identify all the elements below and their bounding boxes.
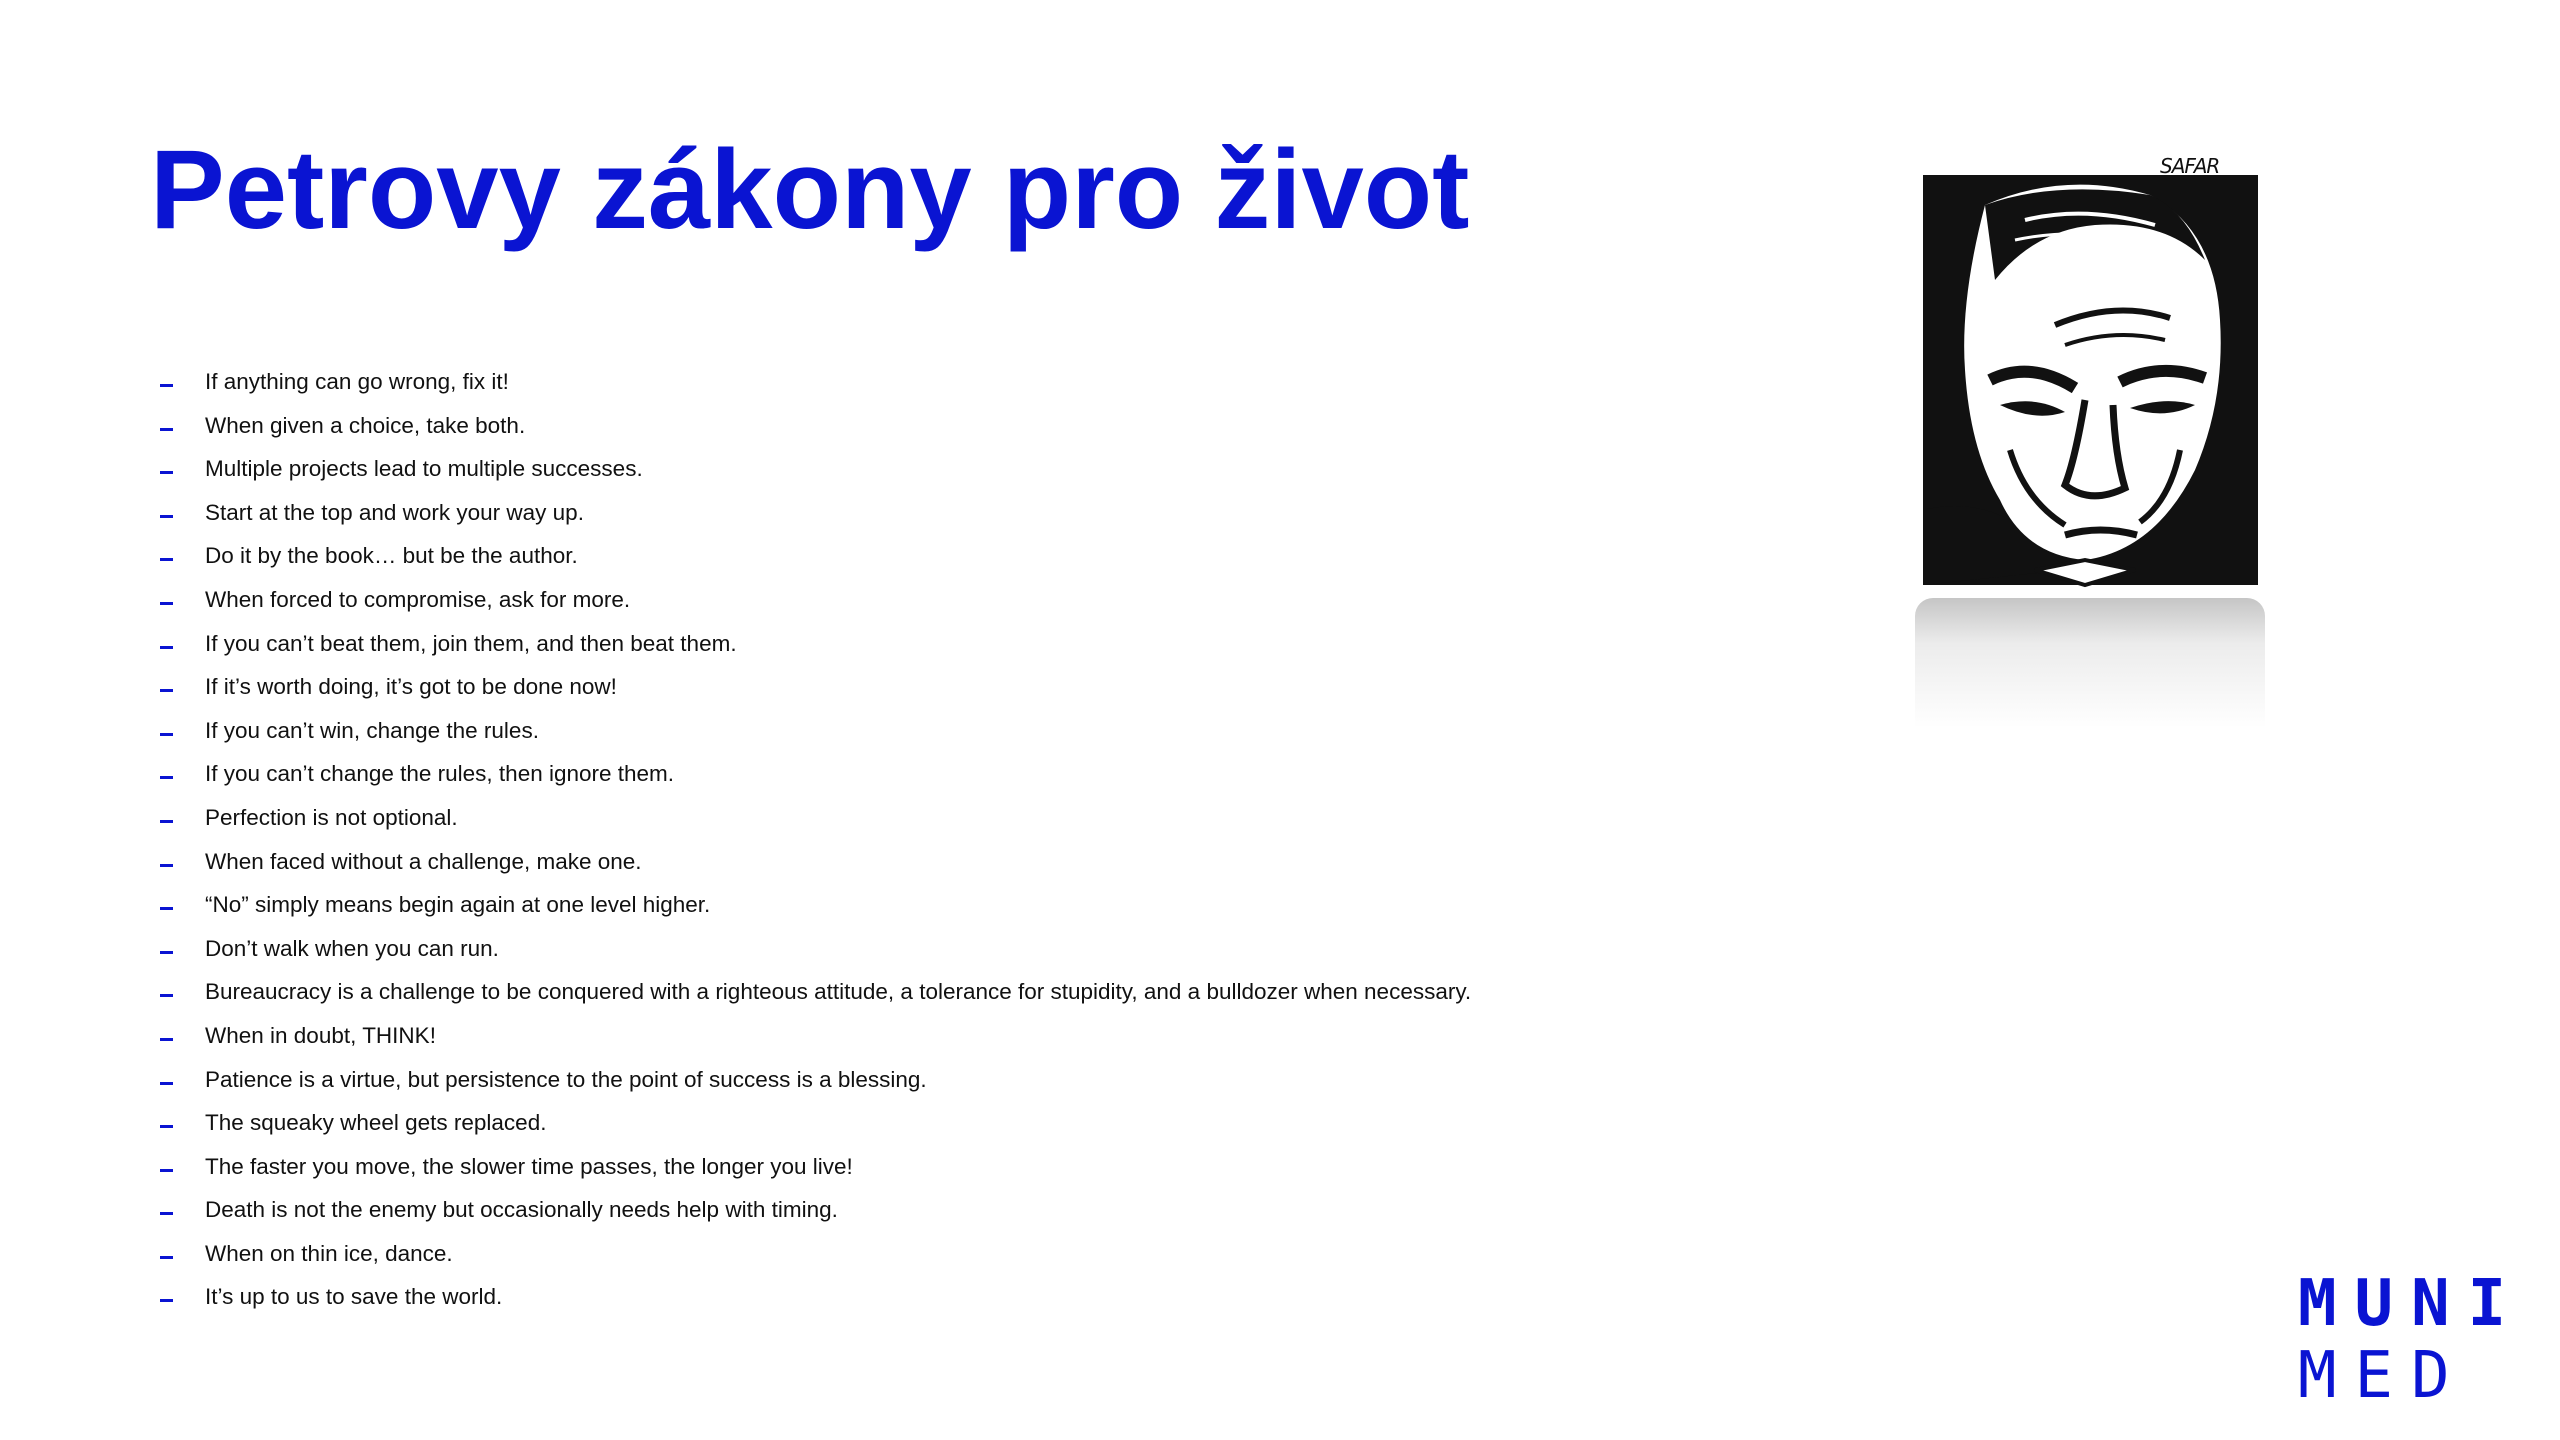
dash-bullet-icon xyxy=(160,515,173,518)
law-text: Death is not the enemy but occasionally needs help with timing. xyxy=(205,1197,838,1223)
dash-bullet-icon xyxy=(160,951,173,954)
dash-bullet-icon xyxy=(160,384,173,387)
dash-bullet-icon xyxy=(160,907,173,910)
dash-bullet-icon xyxy=(160,733,173,736)
dash-bullet-icon xyxy=(160,1125,173,1128)
law-text: When in doubt, THINK! xyxy=(205,1022,436,1048)
law-text: “No” simply means begin again at one level higher. xyxy=(205,892,711,918)
dash-bullet-icon xyxy=(160,602,173,605)
dash-bullet-icon xyxy=(160,776,173,779)
dash-bullet-icon xyxy=(160,689,173,692)
law-text: Start at the top and work your way up. xyxy=(205,499,584,525)
law-text: Perfection is not optional. xyxy=(205,804,458,830)
law-text: It’s up to us to save the world. xyxy=(205,1284,503,1310)
slide-title: Petrovy zákony pro život xyxy=(150,127,1470,252)
law-text: Multiple projects lead to multiple successes. xyxy=(205,456,643,482)
law-text: Do it by the book… but be the author. xyxy=(205,543,578,569)
dash-bullet-icon xyxy=(160,558,173,561)
dash-bullet-icon xyxy=(160,1169,173,1172)
muni-med-logo xyxy=(2298,1268,2524,1412)
dash-bullet-icon xyxy=(160,994,173,997)
dash-bullet-icon xyxy=(160,864,173,867)
law-text: When forced to compromise, ask for more. xyxy=(205,586,631,612)
dash-bullet-icon xyxy=(160,1082,173,1085)
dash-bullet-icon xyxy=(160,471,173,474)
law-text: If you can’t beat them, join them, and then beat them. xyxy=(205,630,737,656)
dash-bullet-icon xyxy=(160,820,173,823)
law-text: Patience is a virtue, but persistence to the point of success is a blessing. xyxy=(205,1066,927,1092)
dash-bullet-icon xyxy=(160,646,173,649)
law-text: When given a choice, take both. xyxy=(205,412,526,438)
law-text: The squeaky wheel gets replaced. xyxy=(205,1110,547,1136)
law-text: If you can’t win, change the rules. xyxy=(205,717,539,743)
law-text: If you can’t change the rules, then ignore them. xyxy=(205,761,675,787)
dash-bullet-icon xyxy=(160,1038,173,1041)
law-text: When faced without a challenge, make one. xyxy=(205,848,642,874)
law-text: When on thin ice, dance. xyxy=(205,1240,453,1266)
artist-signature: SAFAR xyxy=(2160,154,2220,178)
logo-line-med: MED xyxy=(2298,1339,2468,1413)
logo-line-muni: MUNI xyxy=(2298,1267,2525,1341)
dash-bullet-icon xyxy=(160,1212,173,1215)
law-text: If anything can go wrong, fix it! xyxy=(205,369,509,394)
caricature-portrait-image xyxy=(1915,150,2265,595)
dash-bullet-icon xyxy=(160,1299,173,1302)
dash-bullet-icon xyxy=(160,1256,173,1259)
law-text: The faster you move, the slower time passes, the longer you live! xyxy=(205,1153,853,1179)
law-text: If it’s worth doing, it’s got to be done now! xyxy=(205,674,617,700)
law-text: Don’t walk when you can run. xyxy=(205,935,499,961)
dash-bullet-icon xyxy=(160,428,173,431)
portrait-reflection xyxy=(1915,598,2265,728)
law-text: Bureaucracy is a challenge to be conquered with a righteous attitude, a tolerance for stupidity, and a bulldozer when necessary. xyxy=(205,979,1472,1005)
